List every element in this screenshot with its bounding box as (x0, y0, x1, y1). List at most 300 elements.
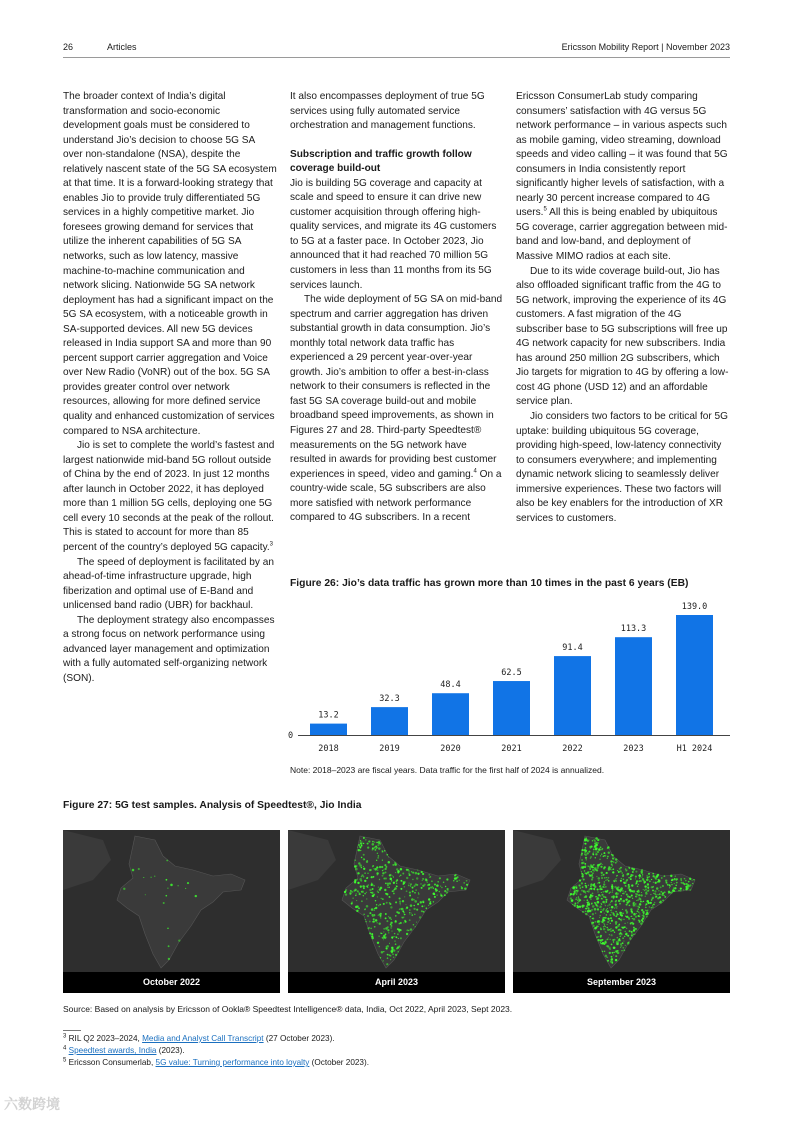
data-label: 113.3 (620, 624, 647, 635)
sample-point (457, 876, 459, 878)
sample-point (644, 890, 646, 892)
sample-point (360, 850, 361, 851)
sample-point (420, 883, 422, 885)
sample-point (604, 951, 605, 952)
sample-point (630, 908, 632, 910)
sample-point (361, 845, 363, 847)
sample-point (627, 873, 629, 875)
sample-point (692, 883, 693, 884)
sample-point (629, 930, 631, 932)
sample-point (367, 846, 369, 848)
sample-point (617, 906, 618, 907)
sample-point (434, 896, 436, 898)
sample-point (607, 939, 609, 941)
india-map-image (513, 830, 730, 972)
sample-point (387, 887, 388, 888)
sample-point (645, 907, 646, 908)
sample-point (596, 869, 598, 871)
sample-point (361, 900, 363, 902)
sample-point (615, 911, 616, 912)
sample-point (648, 890, 649, 891)
sample-point (611, 864, 612, 865)
sample-point (395, 943, 397, 945)
sample-point (412, 890, 414, 892)
sample-point (409, 892, 411, 894)
sample-point (417, 873, 419, 875)
sample-point (570, 897, 572, 899)
sample-point (384, 850, 385, 851)
sample-point (623, 892, 625, 894)
sample-point (644, 916, 645, 917)
sample-point (645, 905, 646, 906)
sample-point (632, 868, 634, 870)
sample-point (611, 956, 613, 958)
sample-point (619, 938, 620, 939)
sample-point (611, 920, 613, 922)
sample-point (363, 876, 364, 877)
sample-point (592, 905, 595, 908)
sample-point (650, 902, 652, 904)
sample-point (616, 956, 617, 957)
sample-point (446, 878, 448, 880)
sample-point (616, 878, 617, 879)
sample-point (355, 895, 357, 897)
sample-point (396, 883, 397, 884)
sample-point (345, 893, 347, 895)
sample-point (429, 874, 430, 875)
sample-point (657, 881, 659, 883)
sample-point (389, 943, 390, 944)
sample-point (620, 943, 622, 945)
sample-point (437, 881, 439, 883)
sample-point (376, 866, 378, 868)
sample-point (390, 924, 391, 925)
sample-point (376, 842, 378, 844)
sample-point (600, 863, 602, 865)
sample-point (594, 890, 595, 891)
sample-point (586, 859, 588, 861)
sample-point (607, 908, 608, 909)
sample-point (686, 884, 688, 886)
sample-point (633, 890, 636, 893)
sample-point (366, 892, 367, 893)
sample-point (612, 895, 615, 898)
sample-point (639, 878, 640, 879)
sample-point (618, 918, 619, 919)
sample-point (370, 928, 371, 929)
sample-point (628, 942, 630, 944)
sample-point (581, 849, 583, 851)
sample-point (123, 888, 125, 890)
sample-point (367, 843, 369, 845)
sample-point (585, 847, 586, 848)
sample-point (575, 898, 576, 899)
sample-point (572, 893, 574, 895)
sample-point (574, 903, 576, 905)
sample-point (187, 882, 189, 884)
footnote (63, 1033, 369, 1045)
sample-point (413, 924, 415, 926)
sample-point (387, 884, 389, 886)
sample-point (391, 931, 392, 932)
sample-point (394, 863, 397, 866)
report-title: Ericsson Mobility Report | November 2023 (561, 42, 730, 52)
sample-point (369, 932, 371, 934)
sample-point (585, 843, 587, 845)
sample-point (593, 888, 594, 889)
sample-point (578, 896, 579, 897)
footnote-ref: 3 (269, 541, 274, 548)
sample-point (428, 905, 429, 906)
sample-point (585, 854, 587, 856)
sample-point (652, 905, 653, 906)
sample-point (574, 886, 575, 887)
sample-point (638, 875, 639, 876)
sample-point (655, 896, 657, 898)
sample-point (619, 940, 620, 941)
sample-point (672, 889, 675, 892)
sample-point (365, 839, 367, 841)
sample-point (163, 902, 165, 904)
sample-point (363, 895, 364, 896)
sample-point (601, 853, 602, 854)
sample-point (625, 916, 626, 917)
sample-point (632, 922, 633, 923)
sample-point (371, 876, 373, 878)
sample-point (635, 905, 636, 906)
sample-point (382, 875, 384, 877)
sample-point (358, 907, 360, 909)
sample-point (396, 948, 398, 950)
paragraph-text: All this is being enabled by ubiquitous 5G coverage, carrier aggregation between mid-band and low-band, and deployment of Massive MIMO radios at each site. (516, 207, 728, 263)
sample-point (680, 888, 682, 890)
sample-point (411, 871, 412, 872)
sample-point (403, 881, 404, 882)
sample-point (372, 865, 374, 867)
sample-point (365, 921, 367, 923)
sample-point (382, 872, 384, 874)
sample-point (676, 882, 678, 884)
sample-point (613, 954, 614, 955)
sample-point (625, 868, 627, 870)
sample-point (580, 888, 582, 890)
sample-point (436, 894, 437, 895)
sample-point (640, 870, 642, 872)
sample-point (632, 923, 633, 924)
sample-point (579, 885, 580, 886)
sample-point (611, 906, 614, 909)
sample-point (577, 905, 579, 907)
sample-point (603, 852, 605, 854)
y-tick-label: 0 (288, 731, 294, 741)
sample-point (388, 916, 389, 917)
sample-point (590, 916, 592, 918)
sample-point (401, 908, 404, 911)
sample-point (576, 890, 577, 891)
sample-point (385, 917, 387, 919)
sample-point (593, 884, 595, 886)
sample-point (626, 893, 628, 895)
sample-point (636, 900, 637, 901)
sample-point (605, 901, 607, 903)
sample-point (591, 895, 593, 897)
sample-point (377, 844, 379, 846)
sample-point (590, 888, 592, 890)
sample-point (415, 926, 416, 927)
sample-point (427, 884, 429, 886)
sample-point (411, 898, 414, 901)
sample-point (441, 895, 442, 896)
sample-point (382, 851, 384, 853)
sample-point (618, 871, 620, 873)
sample-point (592, 853, 594, 855)
sample-point (626, 879, 628, 881)
sample-point (662, 885, 664, 887)
sample-point (399, 923, 401, 925)
sample-point (620, 932, 622, 934)
sample-point (363, 886, 365, 888)
sample-point (616, 895, 617, 896)
sample-point (433, 901, 434, 902)
sample-point (620, 898, 622, 900)
sample-point (690, 879, 691, 880)
sample-point (598, 936, 599, 937)
sample-point (621, 914, 623, 916)
sample-point (586, 887, 588, 889)
sample-point (635, 871, 637, 873)
sample-point (385, 877, 387, 879)
sample-point (397, 933, 399, 935)
sample-point (625, 891, 627, 893)
sample-point (605, 899, 607, 901)
sample-point (641, 892, 642, 893)
sample-point (386, 902, 388, 904)
sample-point (637, 908, 638, 909)
sample-point (406, 933, 408, 935)
sample-point (682, 882, 684, 884)
sample-point (603, 874, 605, 876)
sample-point (594, 845, 596, 847)
sample-point (420, 901, 422, 903)
sample-point (389, 882, 391, 884)
sample-point (604, 877, 606, 879)
sample-point (611, 900, 613, 902)
sample-point (597, 883, 598, 884)
sample-point (167, 928, 168, 929)
sample-point (608, 937, 609, 938)
sample-point (638, 897, 640, 899)
sample-point (604, 941, 606, 943)
sample-point (625, 945, 626, 946)
sample-point (358, 849, 360, 851)
sample-point (631, 933, 632, 934)
sample-point (377, 870, 378, 871)
sample-point (597, 851, 600, 854)
sample-point (629, 867, 630, 868)
sample-point (596, 898, 599, 901)
sample-point (406, 869, 408, 871)
sample-point (589, 874, 591, 876)
sample-point (596, 925, 598, 927)
sample-point (397, 870, 400, 873)
sample-point (166, 860, 168, 862)
sample-point (611, 934, 613, 936)
sample-point (655, 882, 657, 884)
sample-point (604, 913, 605, 914)
sample-point (680, 880, 682, 882)
sample-point (411, 913, 412, 914)
sample-point (595, 851, 596, 852)
sample-point (609, 907, 610, 908)
sample-point (629, 938, 631, 940)
sample-point (364, 886, 365, 887)
sample-point (631, 935, 633, 937)
sample-point (622, 926, 624, 928)
sample-point (598, 939, 600, 941)
paragraph (516, 90, 730, 265)
sample-point (356, 900, 357, 901)
footnote-link[interactable]: Media and Analyst Call Transcript (142, 1034, 264, 1043)
sample-point (361, 857, 363, 859)
sample-point (597, 920, 599, 922)
sample-point (361, 867, 363, 869)
sample-point (606, 914, 608, 916)
sample-point (464, 888, 466, 890)
sample-point (601, 892, 602, 893)
sample-point (363, 887, 365, 889)
sample-point (622, 947, 624, 949)
sample-point (390, 922, 392, 924)
sample-point (638, 890, 639, 891)
footnote-link[interactable]: 5G value: Turning performance into loyalty (155, 1058, 310, 1067)
sample-point (620, 870, 622, 872)
sample-point (638, 919, 639, 920)
sample-point (652, 906, 654, 908)
sample-point (404, 914, 406, 916)
sample-point (354, 859, 355, 860)
sample-point (633, 934, 634, 935)
sample-point (395, 872, 396, 873)
sample-point (400, 904, 401, 905)
footnote-link[interactable]: Speedtest awards, India (68, 1046, 157, 1055)
sample-point (654, 876, 656, 878)
sample-point (374, 841, 375, 842)
paragraph: The broader context of India’s digital transformation and socio-economic development goals must be considered to understand Jio’s decision to choose 5G SA over non-standalone (NSA), despite the relatively nascent state of the 5G SA ecosystem at that time. It is a forward-looking strategy that enables Jio to provide truly differentiated 5G services in a highly competitive market. Jio foresees growing demand for services that utilize the inherent capabilities of 5G SA networks, such as low latency, massive machine-to-machine communication and network slicing. Nationwide 5G SA network deployment has had a significant impact on the 5G SA ecosystem, with a noticeable growth in SA-supported devices. All new 5G devices released in India support SA and more than 90 percent support carrier aggregation and Voice over New Radio (VoNR) out of the box. 5G SA provides greater control over network resources, allowing for more defined service quality and enhanced customization of services compared to NSA architecture. (63, 91, 277, 437)
sample-point (582, 904, 584, 906)
sample-point (367, 877, 369, 879)
sample-point (582, 887, 583, 888)
sample-point (664, 875, 666, 877)
sample-point (633, 918, 636, 921)
sample-point (600, 903, 601, 904)
sample-point (394, 933, 395, 934)
sample-point (673, 887, 675, 889)
sample-point (631, 895, 633, 897)
sample-point (605, 910, 607, 912)
sample-point (584, 870, 586, 872)
sample-point (622, 942, 624, 944)
sample-point (615, 903, 617, 905)
sample-point (616, 907, 617, 908)
sample-point (597, 888, 599, 890)
sample-point (376, 860, 377, 861)
sample-point (587, 907, 589, 909)
sample-point (390, 959, 391, 960)
sample-point (654, 902, 656, 904)
sample-point (615, 950, 617, 952)
sample-point (662, 892, 664, 894)
sample-point (622, 937, 624, 939)
sample-point (423, 911, 425, 913)
sample-point (371, 884, 373, 886)
sample-point (369, 921, 371, 923)
sample-point (632, 898, 633, 899)
paragraph: It also encompasses deployment of true 5G services using fully automated service orchestration and management functions. (290, 91, 485, 132)
sample-point (606, 879, 608, 881)
sample-point (668, 891, 670, 893)
sample-point (376, 904, 377, 905)
sample-point (597, 891, 598, 892)
sample-point (357, 882, 359, 884)
sample-point (635, 893, 637, 895)
sample-point (674, 878, 675, 879)
sample-point (611, 869, 612, 870)
sample-point (618, 889, 620, 891)
sample-point (621, 878, 623, 880)
sample-point (396, 936, 398, 938)
sample-point (601, 894, 603, 896)
sample-point (636, 913, 637, 914)
sample-point (588, 904, 590, 906)
sample-point (665, 879, 667, 881)
sample-point (609, 952, 611, 954)
sample-point (178, 885, 179, 886)
sample-point (411, 914, 413, 916)
sample-point (397, 951, 399, 953)
sample-point (410, 883, 412, 885)
sample-point (574, 891, 576, 893)
sample-point (616, 914, 618, 916)
sample-point (657, 897, 659, 899)
x-tick-label: 2020 (440, 744, 461, 754)
sample-point (378, 842, 381, 845)
sample-point (361, 841, 362, 842)
sample-point (372, 916, 373, 917)
sample-point (595, 913, 596, 914)
sample-point (390, 906, 392, 908)
sample-point (604, 881, 605, 882)
sample-point (594, 867, 597, 870)
bar-2019 (371, 707, 408, 735)
sample-point (381, 951, 384, 954)
sample-point (389, 896, 390, 897)
sample-point (404, 896, 405, 897)
sample-point (383, 931, 384, 932)
sample-point (602, 901, 605, 904)
sample-point (587, 871, 589, 873)
sample-point (618, 900, 621, 903)
sample-point (394, 940, 396, 942)
sample-point (436, 884, 439, 887)
sample-point (595, 896, 597, 898)
footnote-number: 5 (63, 1057, 67, 1064)
sample-point (379, 904, 380, 905)
sample-point (611, 867, 612, 868)
bar-2020 (432, 693, 469, 735)
sample-point (611, 887, 613, 889)
sample-point (381, 898, 382, 899)
footnotes (63, 1033, 369, 1069)
